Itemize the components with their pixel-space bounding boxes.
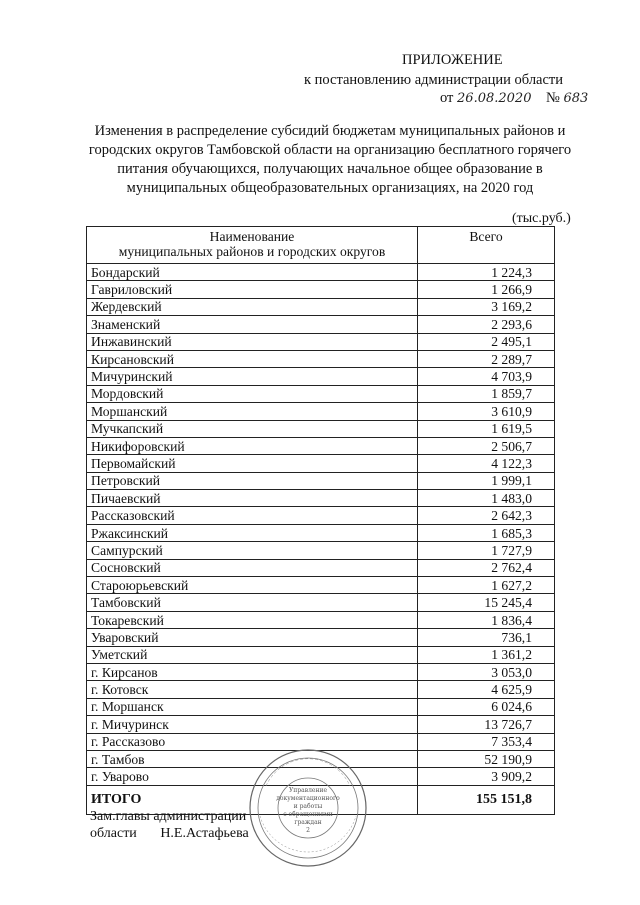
row-name-cell: Инжавинский <box>87 333 418 350</box>
table-row <box>87 577 555 594</box>
row-name-cell: г. Рассказово <box>87 733 418 750</box>
row-name-cell: Моршанский <box>87 403 418 420</box>
table-row <box>87 333 555 350</box>
header-name-line2: муниципальных районов и городских округов <box>118 244 386 259</box>
row-name-cell: Мичуринский <box>87 368 418 385</box>
row-name-cell: Петровский <box>87 472 418 489</box>
row-name-cell: Ржаксинский <box>87 524 418 541</box>
row-value-cell: 4 122,3 <box>418 455 555 472</box>
row-name-cell: Знаменский <box>87 316 418 333</box>
row-name-cell: Мучкапский <box>87 420 418 437</box>
signature-block <box>90 808 249 842</box>
table-row <box>87 663 555 680</box>
stamp-text-4: с обращениями <box>283 811 333 818</box>
number-prefix: № <box>545 90 560 106</box>
row-value-cell: 3 053,0 <box>418 663 555 680</box>
row-name-cell: Гавриловский <box>87 281 418 298</box>
document-heading: Изменения в распределение субсидий бюджетам муниципальных районов и городских округов Тамбовской области на организацию бесплатного горячего питания обучающихся, получающих начальное общее образование в муниципальных общеобразовательных организациях, на 2020 год <box>88 123 572 196</box>
row-name-cell: Уваровский <box>87 629 418 646</box>
signature-name: Н.Е.Астафьева <box>160 826 249 841</box>
row-name-cell: Староюрьевский <box>87 577 418 594</box>
row-name-cell: Кирсановский <box>87 350 418 367</box>
row-name-cell: Рассказовский <box>87 507 418 524</box>
row-value-cell: 3 909,2 <box>418 768 555 785</box>
row-value-cell: 1 859,7 <box>418 385 555 402</box>
total-value-cell: 155 151,8 <box>418 785 555 814</box>
row-name-cell: Первомайский <box>87 455 418 472</box>
appendix-title: ПРИЛОЖЕНИЕ <box>402 52 503 68</box>
table-body <box>87 264 555 815</box>
stamp-text-3: и работы <box>293 803 323 810</box>
row-name-cell: Никифоровский <box>87 437 418 454</box>
row-value-cell: 52 190,9 <box>418 750 555 767</box>
row-name-cell: г. Мичуринск <box>87 716 418 733</box>
table-row <box>87 350 555 367</box>
row-name-cell: г. Кирсанов <box>87 663 418 680</box>
row-value-cell: 1 685,3 <box>418 524 555 541</box>
signature-line1: Зам.главы администрации <box>90 809 247 824</box>
row-value-cell: 2 506,7 <box>418 437 555 454</box>
signature-role: области <box>90 826 137 841</box>
table-row <box>87 420 555 437</box>
row-value-cell: 4 703,9 <box>418 368 555 385</box>
table-row <box>87 646 555 663</box>
table-row <box>87 455 555 472</box>
handwritten-date: 26.08.2020 <box>457 91 532 106</box>
row-value-cell: 2 289,7 <box>418 350 555 367</box>
row-name-cell: Тамбовский <box>87 594 418 611</box>
row-name-cell: г. Котовск <box>87 681 418 698</box>
row-value-cell: 2 495,1 <box>418 333 555 350</box>
row-value-cell: 13 726,7 <box>418 716 555 733</box>
table-row <box>87 368 555 385</box>
official-stamp <box>246 746 370 870</box>
row-value-cell: 3 169,2 <box>418 298 555 315</box>
row-value-cell: 1 836,4 <box>418 611 555 628</box>
table-row <box>87 698 555 715</box>
table-row <box>87 629 555 646</box>
table-row <box>87 385 555 402</box>
header-value-cell: Всего <box>418 227 555 264</box>
stamp-text-2: документационного <box>276 795 340 802</box>
table-row <box>87 716 555 733</box>
table-row <box>87 594 555 611</box>
table-row <box>87 264 555 281</box>
row-value-cell: 15 245,4 <box>418 594 555 611</box>
table-row <box>87 542 555 559</box>
table-row <box>87 524 555 541</box>
stamp-text-1: Управление <box>288 787 328 794</box>
row-name-cell: Пичаевский <box>87 490 418 507</box>
table-row <box>87 298 555 315</box>
row-value-cell: 3 610,9 <box>418 403 555 420</box>
appendix-date-line <box>440 90 588 107</box>
row-name-cell: г. Тамбов <box>87 750 418 767</box>
row-value-cell: 1 619,5 <box>418 420 555 437</box>
row-value-cell: 2 642,3 <box>418 507 555 524</box>
row-value-cell: 1 999,1 <box>418 472 555 489</box>
table-row <box>87 507 555 524</box>
handwritten-number: 683 <box>563 91 589 106</box>
units-label: (тыс.руб.) <box>512 211 571 226</box>
stamp-number: 2 <box>306 827 310 834</box>
row-value-cell: 4 625,9 <box>418 681 555 698</box>
row-name-cell: Бондарский <box>87 264 418 281</box>
row-name-cell: г. Уварово <box>87 768 418 785</box>
row-value-cell: 1 627,2 <box>418 577 555 594</box>
row-value-cell: 1 361,2 <box>418 646 555 663</box>
row-name-cell: г. Моршанск <box>87 698 418 715</box>
table-row <box>87 681 555 698</box>
row-name-cell: Сосновский <box>87 559 418 576</box>
total-label-cell: ИТОГО <box>87 785 418 814</box>
row-name-cell: Токаревский <box>87 611 418 628</box>
table-header-row <box>87 227 555 264</box>
header-name-line1: Наименование <box>209 229 295 244</box>
row-name-cell: Сампурский <box>87 542 418 559</box>
table-row <box>87 490 555 507</box>
row-value-cell: 1 266,9 <box>418 281 555 298</box>
row-value-cell: 1 224,3 <box>418 264 555 281</box>
stamp-text-5: граждан <box>294 819 322 826</box>
row-name-cell: Жердевский <box>87 298 418 315</box>
appendix-subtitle: к постановлению администрации области <box>304 72 564 88</box>
table-row <box>87 316 555 333</box>
table-row <box>87 403 555 420</box>
row-value-cell: 7 353,4 <box>418 733 555 750</box>
table-row <box>87 611 555 628</box>
date-prefix: от <box>440 90 454 106</box>
table-row <box>87 437 555 454</box>
row-value-cell: 2 293,6 <box>418 316 555 333</box>
row-value-cell: 6 024,6 <box>418 698 555 715</box>
row-name-cell: Уметский <box>87 646 418 663</box>
row-value-cell: 736,1 <box>418 629 555 646</box>
subsidy-table <box>86 226 555 815</box>
table-row <box>87 559 555 576</box>
row-value-cell: 2 762,4 <box>418 559 555 576</box>
header-name-cell <box>87 227 418 264</box>
row-value-cell: 1 483,0 <box>418 490 555 507</box>
row-value-cell: 1 727,9 <box>418 542 555 559</box>
table-row <box>87 472 555 489</box>
row-name-cell: Мордовский <box>87 385 418 402</box>
signature-line2 <box>90 825 249 842</box>
table-row <box>87 281 555 298</box>
